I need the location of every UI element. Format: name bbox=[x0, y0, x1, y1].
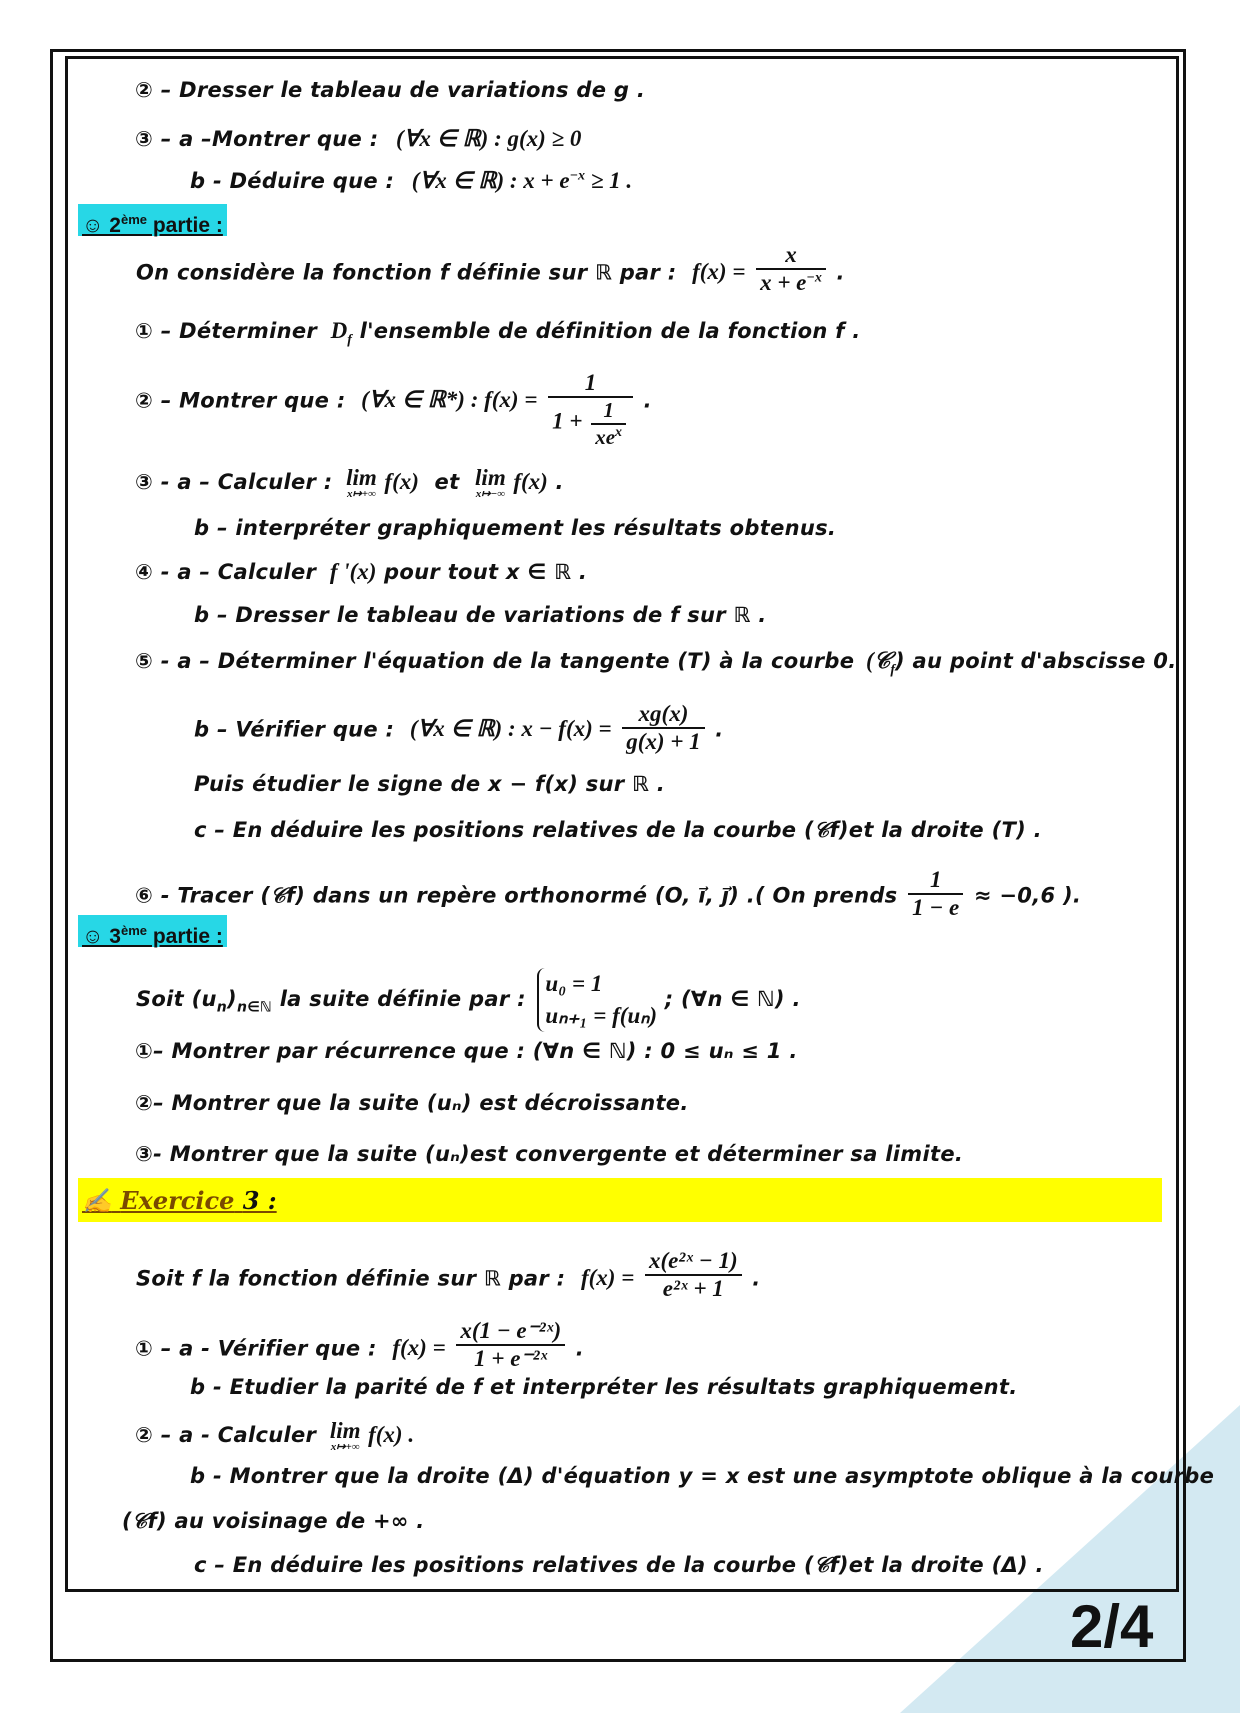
sequence-system: u₀ = 1 uₙ₊₁ = f(uₙ) bbox=[537, 968, 657, 1032]
part2-q3b: b – interpréter graphiquement les résultats obtenus. bbox=[194, 516, 837, 540]
exo3-q2c: c – En déduire les positions relatives de la courbe (𝒞f)et la droite (Δ) . bbox=[194, 1553, 1044, 1577]
part3-intro: Soit $(u_n)_{n\in ℕ}$ la suite définie par : u₀ = 1 uₙ₊₁ = f(uₙ) ; (∀n ∈ ℕ) . bbox=[136, 968, 801, 1032]
part2-q4b: b – Dresser le tableau de variations de f sur ℝ . bbox=[194, 603, 767, 627]
exercise-3-title: ✍ Exercice 3 : bbox=[82, 1186, 277, 1215]
part2-q3a: ③ - a – Calculer : lim x↦+∞ f(x) et lim x↦−∞ f(x) . bbox=[135, 465, 564, 500]
p1-q3a: ③ – a –Montrer que : (∀x ∈ ℝ) : g(x) ≥ 0 bbox=[135, 126, 582, 151]
part2-q5c: c – En déduire les positions relatives de la courbe (𝒞f)et la droite (T) . bbox=[194, 818, 1042, 842]
part2-q4a: ④ - a – Calculer f '(x) pour tout x ∈ ℝ . bbox=[135, 559, 588, 584]
part3-label: ☺ 3ème partie : bbox=[78, 915, 227, 947]
page-number: 2/4 bbox=[1070, 1593, 1154, 1660]
limit-plus-inf: lim x↦+∞ bbox=[346, 465, 377, 500]
exo3-limit: lim x↦+∞ bbox=[329, 1418, 361, 1453]
exo3-intro: Soit f la fonction définie sur ℝ par : f(x) = $\frac{\text{x(e²ˣ − 1)}}{\text{e²ˣ + 1}}$ . bbox=[136, 1248, 761, 1302]
exo3-q2a: ② – a - Calculer lim x↦+∞ f(x) . bbox=[135, 1418, 415, 1453]
exo3-fraction: $\frac{\text{x(e²ˣ − 1)}}{\text{e²ˣ + 1}}$ bbox=[645, 1248, 742, 1303]
part3-q3: ③- Montrer que la suite (uₙ)est convergente et déterminer sa limite. bbox=[135, 1142, 964, 1166]
pen-icon: ✍ bbox=[82, 1186, 112, 1215]
part3-q2: ②– Montrer que la suite (uₙ) est décroissante. bbox=[135, 1091, 689, 1115]
exo3-q1b: b - Etudier la parité de f et interpréter les résultats graphiquement. bbox=[190, 1375, 1018, 1399]
exo3-q1a: ① – a - Vérifier que : f(x) = $\frac{\text{x(1 − e⁻²ˣ)}}{\text{1 + e⁻²ˣ}}$ . bbox=[135, 1318, 585, 1372]
exo3-q2b: b - Montrer que la droite (Δ) d'équation y = x est une asymptote oblique à la courbe bbox=[190, 1464, 1215, 1488]
intro-fraction: $\frac{x}{x + e^{-x}}$ bbox=[756, 242, 826, 297]
part2-q5b-sign: Puis étudier le signe de x − f(x) sur ℝ . bbox=[194, 772, 666, 796]
part3-q1: ①– Montrer par récurrence que : (∀n ∈ ℕ) : 0 ≤ uₙ ≤ 1 . bbox=[135, 1039, 798, 1063]
q6-fraction: $\frac{1}{1 - e}$ bbox=[908, 867, 963, 922]
limit-minus-inf: lim x↦−∞ bbox=[475, 465, 506, 500]
exo3-q1a-fraction: $\frac{\text{x(1 − e⁻²ˣ)}}{\text{1 + e⁻²ˣ}}$ bbox=[456, 1318, 565, 1373]
exo3-q2b-cont: (𝒞f) au voisinage de +∞ . bbox=[122, 1509, 425, 1533]
part2-label: ☺ 2ème partie : bbox=[78, 204, 227, 236]
part2-q6: ⑥ - Tracer (𝒞f) dans un repère orthonormé (O, i⃗, j⃗) .( On prends $\frac{1}{1 - e}$ ≈ −0,6 ). bbox=[135, 867, 1082, 921]
part2-q2: ② – Montrer que : (∀x ∈ ℝ*) : f(x) = 1 1 + $\frac{1}{xe^x}$ . bbox=[135, 370, 652, 449]
part2-q5a: ⑤ - a – Déterminer l'équation de la tangente (T) à la courbe (𝒞$_f$) au point d'abscisse 0. bbox=[135, 648, 1177, 678]
part2-intro: On considère la fonction f définie sur ℝ par : f(x) = $\frac{x}{x + e^{-x}}$ . bbox=[136, 242, 845, 296]
q2-fraction: 1 1 + $\frac{1}{xe^x}$ bbox=[548, 370, 633, 449]
q5b-fraction: $\frac{xg(x)}{g(x) + 1}$ bbox=[622, 701, 704, 756]
part2-q1: ① – Déterminer $D_f$ l'ensemble de définition de la fonction f . bbox=[135, 318, 861, 348]
part2-q5b: b – Vérifier que : (∀x ∈ ℝ) : x − f(x) = $\frac{xg(x)}{g(x) + 1}$ . bbox=[194, 701, 724, 755]
p1-q2: ② – Dresser le tableau de variations de g . bbox=[135, 78, 646, 102]
p1-q3b: b - Déduire que : (∀x ∈ ℝ) : $x + e^{-x} \ge 1$ . bbox=[190, 168, 633, 193]
